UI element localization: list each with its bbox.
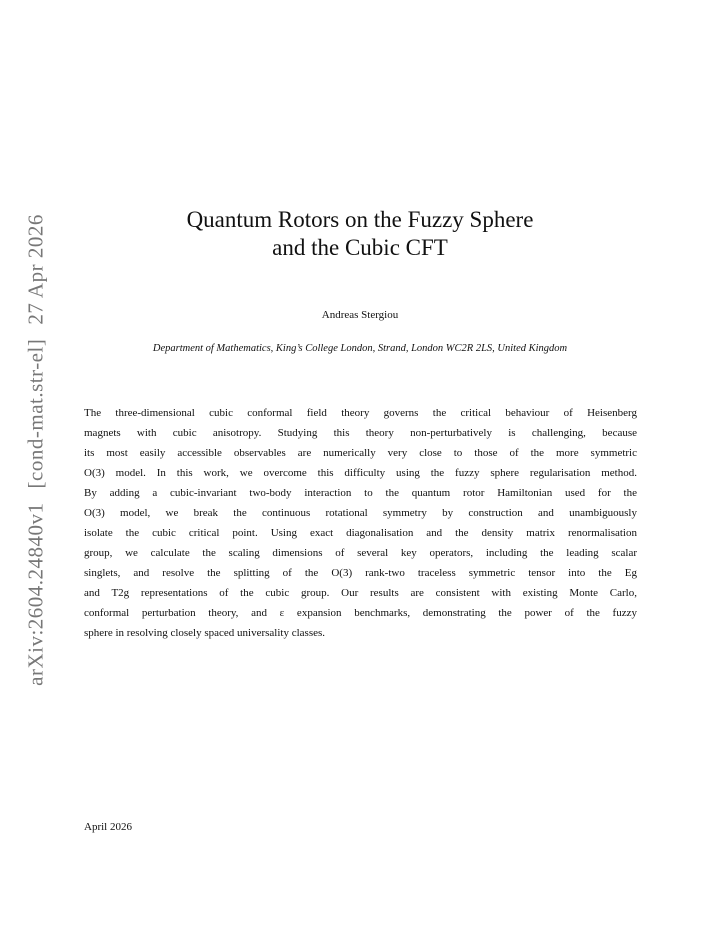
abstract xyxy=(84,403,637,643)
abstract-line: isolate the cubic critical point. Using exact diagonalisation and the density matrix renormalisation xyxy=(84,527,637,539)
arxiv-identifier-stamp xyxy=(24,214,49,686)
abstract-line: and T2g representations of the cubic group. Our results are consistent with existing Monte Carlo, xyxy=(84,587,637,599)
arxiv-date: 27 Apr 2026 xyxy=(23,214,48,325)
paper-date: April 2026 xyxy=(84,821,132,833)
abstract-line: O(3) model, we break the continuous rotational symmetry by construction and unambiguously xyxy=(84,507,637,519)
abstract-line: magnets with cubic anisotropy. Studying this theory non-perturbatively is challenging, because xyxy=(84,427,637,439)
abstract-line: By adding a cubic-invariant two-body interaction to the quantum rotor Hamiltonian used for the xyxy=(84,487,637,499)
abstract-line: O(3) model. In this work, we overcome this difficulty using the fuzzy sphere regularisation method. xyxy=(84,467,637,479)
abstract-line: sphere in resolving closely spaced universality classes. xyxy=(84,627,326,639)
title-line-1: Quantum Rotors on the Fuzzy Sphere xyxy=(186,207,534,232)
author-affiliation: Department of Mathematics, King’s College London, Strand, London WC2R 2LS, United Kingdom xyxy=(152,343,568,354)
paper-title xyxy=(0,206,720,262)
abstract-line: singlets, and resolve the splitting of the O(3) rank-two traceless symmetric tensor into the Eg xyxy=(84,567,637,579)
abstract-line: conformal perturbation theory, and ε expansion benchmarks, demonstrating the power of the fuzzy xyxy=(84,607,637,619)
author-name: Andreas Stergiou xyxy=(321,309,399,321)
abstract-line: The three-dimensional cubic conformal field theory governs the critical behaviour of Heisenberg xyxy=(84,407,637,419)
abstract-line: group, we calculate the scaling dimensions of several key operators, including the leading scalar xyxy=(84,547,637,559)
abstract-line: its most easily accessible observables are numerically very close to those of the more symmetric xyxy=(84,447,637,459)
arxiv-category: [cond-mat.str-el] xyxy=(23,338,48,489)
title-line-2: and the Cubic CFT xyxy=(272,235,448,260)
arxiv-id: arXiv:2604.24840v1 xyxy=(23,502,48,686)
